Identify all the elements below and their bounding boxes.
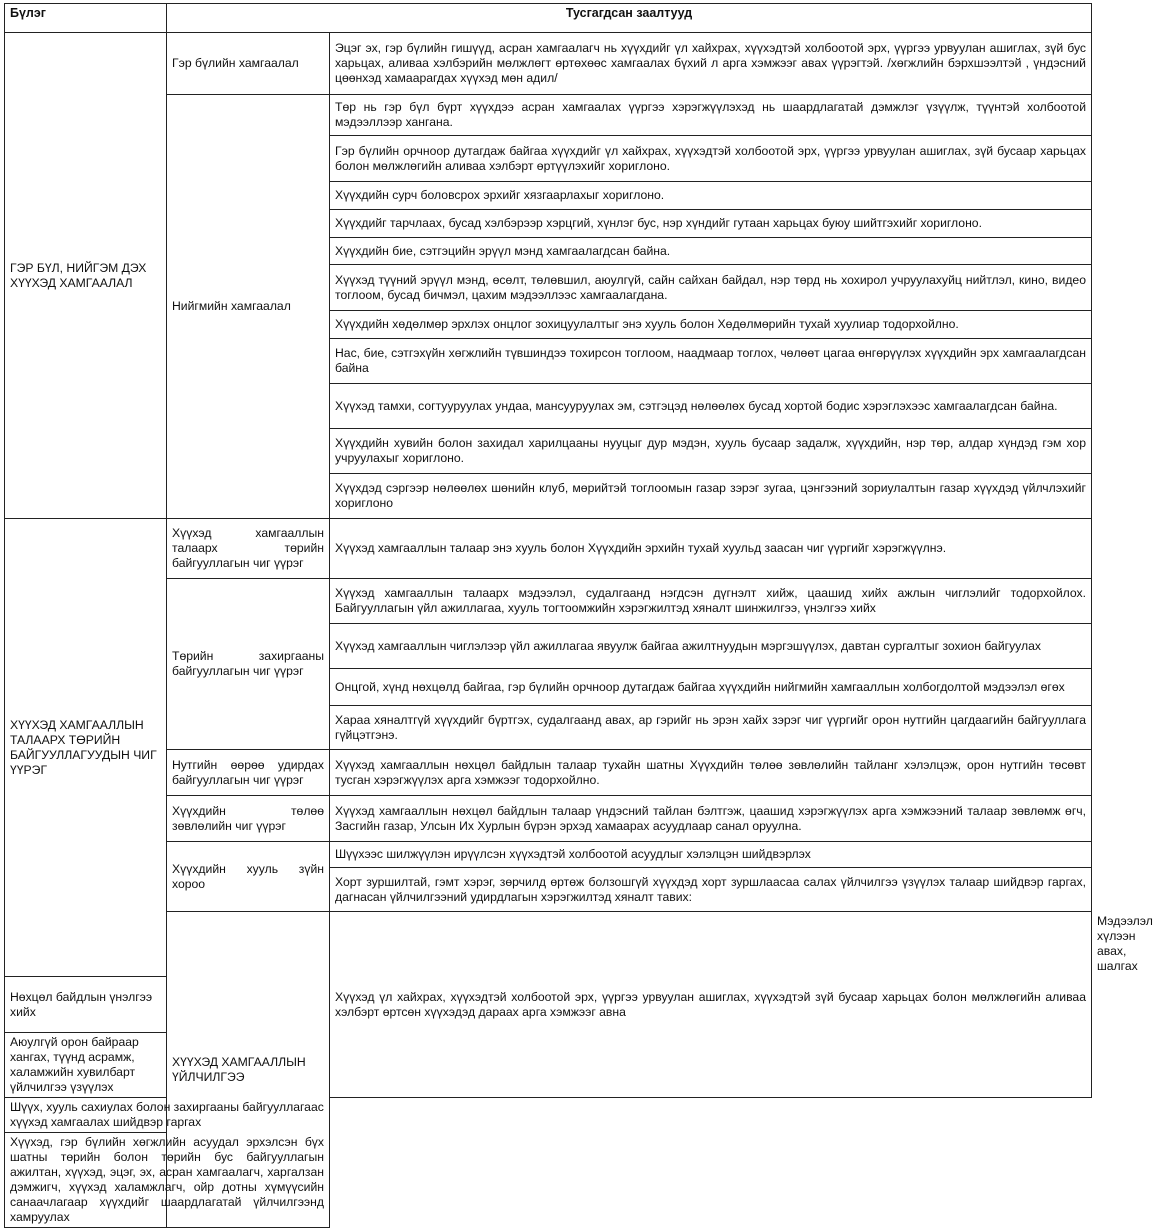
provision-cell: Нас, бие, сэтгэхүйн хөгжлийн түвшиндээ тохирсон тоглоом, наадмаар тоглох, чөлөөт цагаа өнгөрүүлэх хүүхдийн эрх хамгаалагдсан байна	[330, 339, 1092, 384]
table-row	[5, 796, 1092, 842]
provision-cell: Хүүхэд хамгааллын нөхцөл байдлын талаар үндэсний тайлан бэлтгэж, цаашид хэрэгжүүлэх арга хэмжээний талаар зөвлөмж өгч, Засгийн газар, Улсын Их Хурлын бүрэн эрхэд хамаарах асуудлаар санал оруулна.	[330, 796, 1092, 842]
subsection-title: Нутгийн өөрөө удирдах байгууллагын чиг үүрэг	[167, 750, 330, 796]
provision-cell: Хүүхдийг тарчлаах, бусад хэлбэрээр хэрцгий, хүнлэг бус, нэр хүндийг гутаан харьцах буюу шийтгэхийг хориглоно.	[330, 210, 1092, 238]
provision-cell: Аюулгүй орон байраар хангах, түүнд асрамж, халамжийн хувилбарт үйлчилгээ үзүүлэх	[5, 1033, 167, 1098]
provision-cell: Хүүхдэд сэргээр нөлөөлөх шөнийн клуб, мөрийтэй тоглоомын газар зэрэг зугаа, цэнгээний зориулалтын газар хүүхдэд үйлчлэхийг хориглоно	[330, 474, 1092, 519]
table-row	[5, 519, 1092, 579]
table-row	[5, 842, 1092, 868]
provision-cell: Хүүхэд, гэр бүлийн хөгжлийн асуудал эрхэлсэн бүх шатны төрийн болон төрийн бус байгууллагын ажилтан, хүүхэд, эцэг, эх, асран хамгаалагч, харгалзан дэмжигч, хүүхэд халамжлагч, ойр дотны хүмүүсийн санаачлагаар хүүхдийг шаардлагатай үйлчилгээнд хамруулах	[5, 1133, 330, 1228]
subsection-title: Хүүхэд үл хайхрах, хүүхэдтэй холбоотой эрх, үүргээ урвуулан ашиглах, хүүхэдтэй зүй бусаар харьцах болон мөлжлөгийн аливаа хэлбэрт өртсөн хүүхэдэд дараах арга хэмжээг авна	[330, 912, 1092, 1098]
header-topics: Тусгагдсан заалтууд	[167, 4, 1092, 33]
table-header-row	[5, 4, 1092, 33]
header-section: Бүлэг	[5, 4, 167, 33]
provision-cell: Хүүхэд тамхи, согтууруулах ундаа, мансууруулах эм, сэтгэцэд нөлөөлөх бусад хортой бодис хэрэглэхээс хамгаалагдсан байна.	[330, 384, 1092, 429]
table-row	[5, 750, 1092, 796]
section-title: ГЭР БҮЛ, НИЙГЭМ ДЭХ ХҮҮХЭД ХАМГААЛАЛ	[5, 33, 167, 519]
table-row	[5, 33, 1092, 95]
provision-cell: Хүүхдийн хөдөлмөр эрхлэх онцлог зохицуулалтыг энэ хууль болон Хөдөлмөрийн тухай хуулиар тодорхойлно.	[330, 311, 1092, 339]
subsection-title: Хүүхдийн төлөө зөвлөлийн чиг үүрэг	[167, 796, 330, 842]
provision-cell: Шүүхээс шилжүүлэн ирүүлсэн хүүхэдтэй холбоотой асуудлыг хэлэлцэн шийдвэрлэх	[330, 842, 1092, 868]
table-row	[5, 579, 1092, 624]
provision-cell: Эцэг эх, гэр бүлийн гишүүд, асран хамгаалагч нь хүүхдийг үл хайхрах, хүүхэдтэй холбоотой эрх, үүргээ урвуулан ашиглах, зүй бус харьцах, аливаа хэлбэрийн мөлжлөгт өртөхөөс хамгаалах бүхий л арга хэмжээг авах үүрэгтэй. /хөгжлийн бэрхшээлтэй , үндэсний цөөнхэд хамаарагдах хүүхэд мөн адил/	[330, 33, 1092, 95]
table-row	[5, 95, 1092, 136]
table-row	[5, 1098, 1092, 1133]
provision-cell: Хүүхэд хамгааллын чиглэлээр үйл ажиллагаа явуулж байгаа ажилтнуудын мэргэшүүлэх, давтан сургалтыг зохион байгуулах	[330, 624, 1092, 669]
provision-cell: Хүүхдийн бие, сэтгэцийн эрүүл мэнд хамгаалагдсан байна.	[330, 238, 1092, 265]
section-title: ХҮҮХЭД ХАМГААЛЛЫН ҮЙЛЧИЛГЭЭ	[167, 912, 330, 1228]
provision-cell: Шүүх, хууль сахиулах болон захиргааны байгууллагаас хүүхэд хамгаалах шийдвэр гаргах	[5, 1098, 330, 1133]
provision-cell: Онцгой, хүнд нөхцөлд байгаа, гэр бүлийн орчноор дутагдаж байгаа хүүхдийн нийгмийн хамгааллын холбогдолтой мэдээлэл өгөх	[330, 669, 1092, 706]
provision-cell: Хүүхэд хамгааллын талаарх мэдээлэл, судалгаанд нэгдсэн дүгнэлт хийж, цаашид хийх ажлын чиглэлийг тодорхойлох. Байгууллагын үйл ажиллагаа, хууль тогтоомжийн хэрэгжилтэд хяналт шинжилгээ, үнэлгээ хийх	[330, 579, 1092, 624]
section-title: ХҮҮХЭД ХАМГААЛЛЫН ТАЛААРХ ТӨРИЙН БАЙГУУЛЛАГУУДЫН ЧИГ ҮҮРЭГ	[5, 519, 167, 977]
provision-cell: Төр нь гэр бүл бүрт хүүхдээ асран хамгаалах үүргээ хэрэгжүүлэхэд нь шаардлагатай дэмжлэг үзүүлж, түүнтэй холбоотой мэдээллээр хангана.	[330, 95, 1092, 136]
provision-cell: Хүүхдийн сурч боловсрох эрхийг хязгаарлахыг хориглоно.	[330, 182, 1092, 210]
subsection-title: Хүүхэд хамгааллын талаарх төрийн байгууллагын чиг үүрэг	[167, 519, 330, 579]
provision-cell: Хорт зуршилтай, гэмт хэрэг, зөрчилд өртөж болзошгүй хүүхдэд хорт зуршлаасаа салах үйлчилгээ үзүүлэх талаар шийдвэр гаргах, дагнасан үйлчилгээний удирдлагын хэрэгжилтэд хяналт тавих:	[330, 868, 1092, 912]
subsection-title: Нийгмийн хамгаалал	[167, 95, 330, 519]
provision-cell: Гэр бүлийн орчноор дутагдаж байгаа хүүхдийг үл хайхрах, хүүхэдтэй холбоотой эрх, үүргээ урвуулан ашиглах, зүй бусаар харьцах болон мөлжлөгийн аливаа хэлбэрт өртүүлэхийг хориглоно.	[330, 136, 1092, 182]
provision-cell: Хараа хяналтгүй хүүхдийг бүртгэх, судалгаанд авах, ар гэрийг нь эрэн хайх зэрэг чиг үүргийг орон нутгийн цагдаагийн байгууллага гүйцэтгэнэ.	[330, 706, 1092, 750]
provision-cell: Хүүхэд хамгааллын талаар энэ хууль болон Хүүхдийн эрхийн тухай хуульд заасан чиг үүргийг хэрэгжүүлнэ.	[330, 519, 1092, 579]
table-row	[5, 1133, 1092, 1228]
provisions-table	[4, 3, 1153, 1228]
table-row: ХҮҮХЭД ХАМГААЛЛЫН ҮЙЛЧИЛГЭЭ Хүүхэд үл хайхрах, хүүхэдтэй холбоотой эрх, үүргээ урвуулан ашиглах, хүүхэдтэй зүй бусаар харьцах болон мөлжлөгийн аливаа хэлбэрт өртсөн хүүхэдэд дараах арга хэмжээг авна Мэдээлэл хүлээн авах, шалгах	[5, 912, 1092, 977]
provision-cell: Нөхцөл байдлын үнэлгээ хийх	[5, 977, 167, 1033]
subsection-title: Гэр бүлийн хамгаалал	[167, 33, 330, 95]
subsection-title: Төрийн захиргааны байгууллагын чиг үүрэг	[167, 579, 330, 750]
subsection-title: Хүүхдийн хууль зүйн хороо	[167, 842, 330, 912]
provision-cell: Хүүхэд хамгааллын нөхцөл байдлын талаар тухайн шатны Хүүхдийн төлөө зөвлөлийн тайланг хэлэлцэж, орон нутгийн төсөвт тусган хэрэгжүүлэх арга хэмжээг тодорхойлно.	[330, 750, 1092, 796]
provision-cell: Хүүхдийн хувийн болон захидал харилцааны нууцыг дур мэдэн, хууль бусаар задалж, хүүхдийн, нэр төр, алдар хүндэд гэм хор учруулахыг хориглоно.	[330, 429, 1092, 474]
provision-cell: Хүүхэд түүний эрүүл мэнд, өсөлт, төлөвшил, аюулгүй, сайн сайхан байдал, нэр төрд нь хохирол учруулахуйц нийтлэл, кино, видео тоглоом, бусад бичмэл, цахим мэдээллээс хамгаалагдана.	[330, 265, 1092, 311]
